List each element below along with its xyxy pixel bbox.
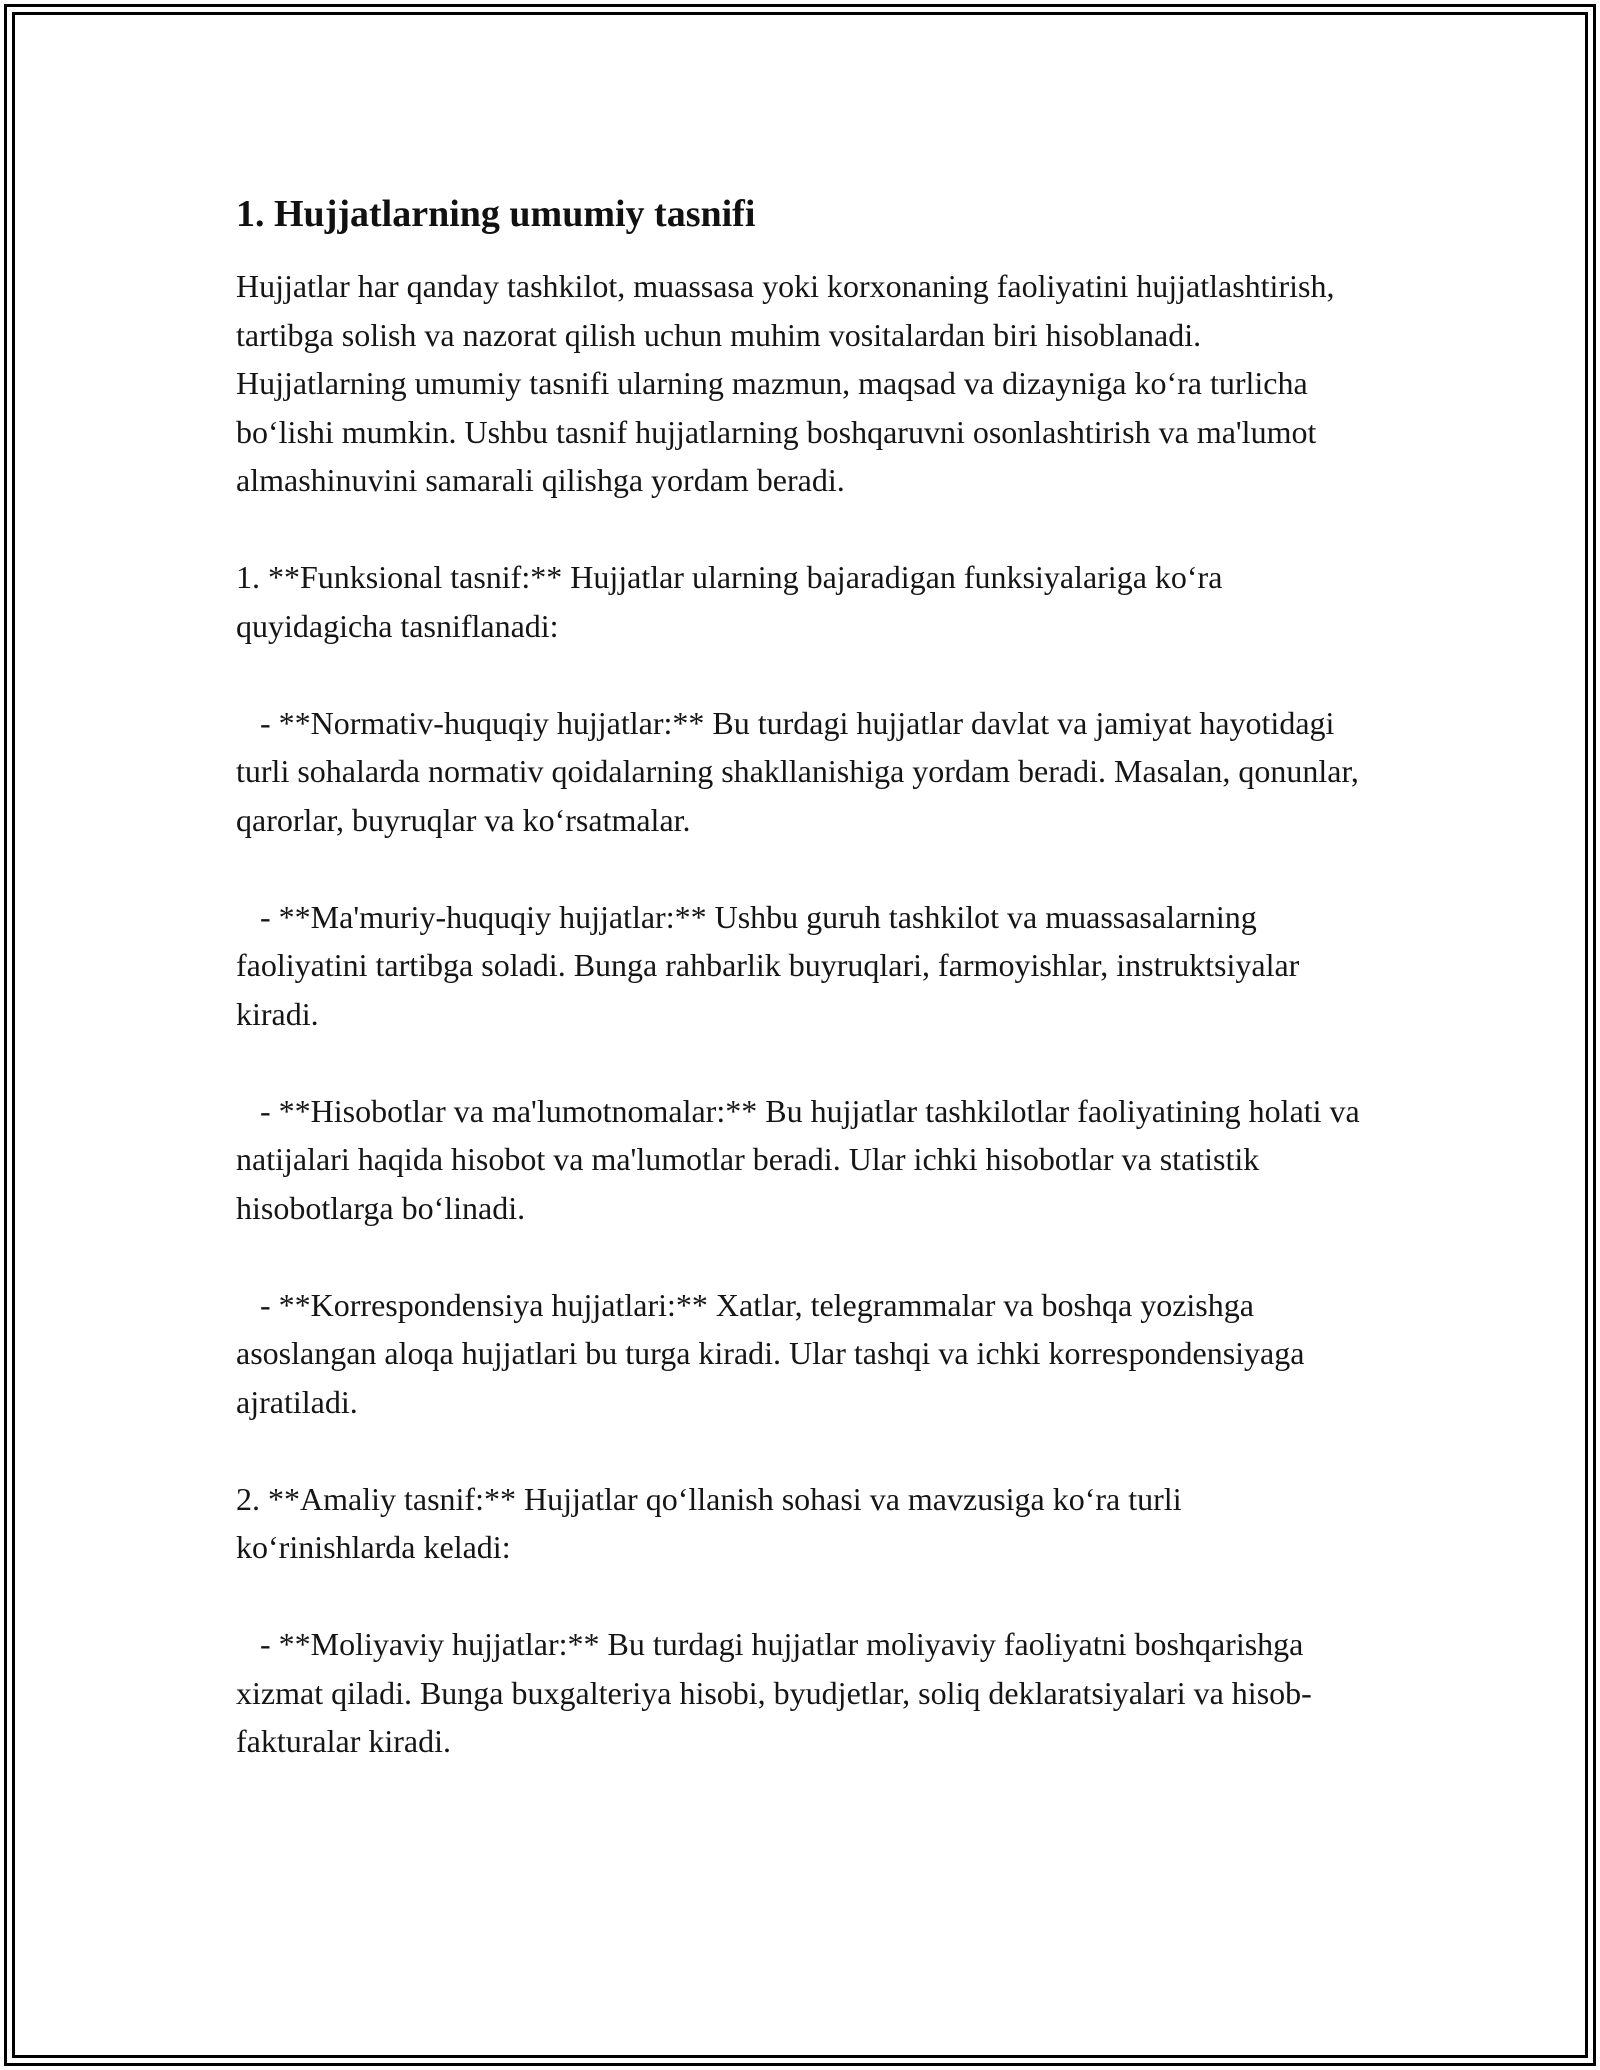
practical-classification-paragraph: 2. **Amaliy tasnif:** Hujjatlar qo‘llanish sohasi va mavzusiga ko‘ra turli ko‘rinishlarda keladi:	[236, 1480, 1190, 1565]
intro-paragraph: Hujjatlar har qanday tashkilot, muassasa yoki korxonaning faoliyatini hujjatlashtirish, tartibga solish va nazorat qilish uchun muhim vositalardan biri hisoblanadi. Hujjatlarning umumiy tasnifi ularning mazmun, maqsad va dizayniga ko‘ra turlicha bo‘lishi mumkin. Ushbu tasnif hujjatlarning boshqaruvni osonlashtirish va ma'lumot almashinuvini samarali qilishga yordam beradi.	[236, 268, 1343, 498]
normative-legal-item: - **Normativ-huquqiy hujjatlar:** Bu turdagi hujjatlar davlat va jamiyat hayotidagi turli sohalarda normativ qoidalarning shakllanishiga yordam beradi. Masalan, qonunlar, qarorlar, buyruqlar va ko‘rsatmalar.	[236, 704, 1367, 838]
document-body	[236, 188, 1366, 1766]
functional-classification-paragraph: 1. **Funksional tasnif:** Hujjatlar ularning bajaradigan funksiyalariga ko‘ra quyidagicha tasniflanadi:	[236, 559, 1231, 644]
section-heading: 1. Hujjatlarning umumiy tasnifi	[236, 193, 756, 235]
correspondence-item: - **Korrespondensiya hujjatlari:** Xatlar, telegrammalar va boshqa yozishga asoslangan aloqa hujjatlari bu turga kiradi. Ular tashqi va ichki korrespondensiyaga ajratiladi.	[236, 1286, 1313, 1420]
administrative-legal-item: - **Ma'muriy-huquqiy hujjatlar:** Ushbu guruh tashkilot va muassasalarning faoliyatini tartibga soladi. Bunga rahbarlik buyruqlari, farmoyishlar, instruktsiyalar kiradi.	[236, 898, 1308, 1032]
reports-item: - **Hisobotlar va ma'lumotnomalar:** Bu hujjatlar tashkilotlar faoliyatining holati va natijalari haqida hisobot va ma'lumotlar beradi. Ular ichki hisobotlar va statistik hisobotlarga bo‘linadi.	[236, 1092, 1368, 1226]
financial-documents-item: - **Moliyaviy hujjatlar:** Bu turdagi hujjatlar moliyaviy faoliyatni boshqarishga xizmat qiladi. Bunga buxgalteriya hisobi, byudjetlar, soliq deklaratsiyalari va hisob-fakturalar kiradi.	[236, 1626, 1312, 1759]
